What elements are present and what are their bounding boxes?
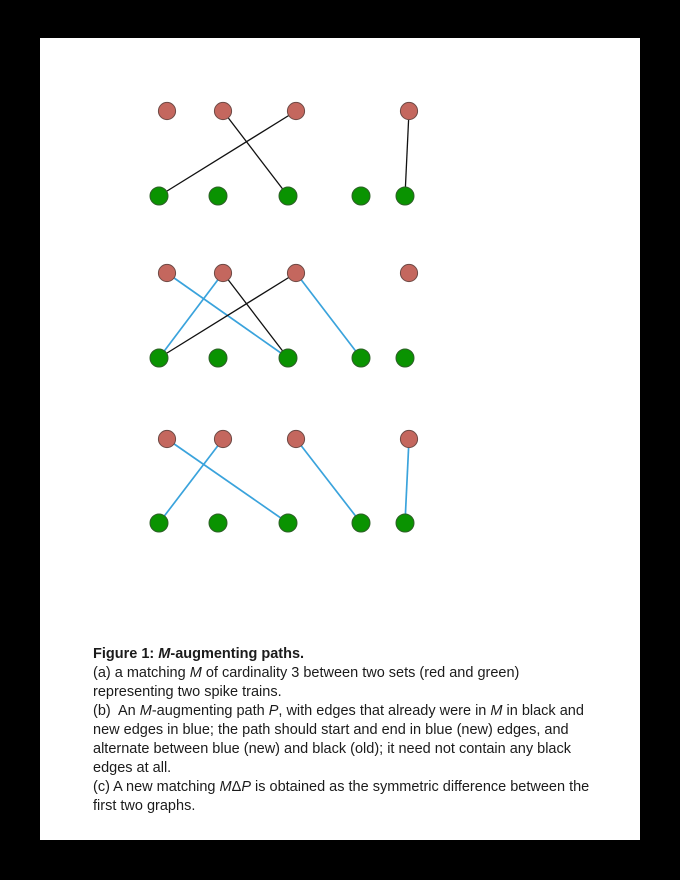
red-spike-node [287, 102, 304, 119]
caption-text: (b) An [93, 703, 140, 719]
caption-text: representing two spike trains. [93, 684, 282, 700]
red-spike-node [400, 430, 417, 447]
green-spike-node [279, 349, 297, 367]
math-variable: M [490, 703, 503, 719]
green-spike-node [396, 187, 414, 205]
caption-line [93, 721, 589, 740]
caption-line [93, 683, 589, 702]
caption-text: edges at all. [93, 760, 172, 776]
red-spike-node [158, 102, 175, 119]
green-spike-node [352, 187, 370, 205]
caption-text: in black and [502, 703, 584, 719]
caption-text: is obtained as the symmetric difference between the [250, 779, 590, 795]
graph-panel-b [150, 264, 418, 367]
caption-text: of cardinality 3 between two sets (red and green) [201, 665, 520, 681]
caption-line [93, 702, 589, 721]
matching-edge-blue [167, 439, 288, 523]
matching-edge-blue [159, 439, 223, 523]
matching-edge-black [223, 273, 288, 358]
matching-edge-blue [296, 439, 361, 523]
graph-panel-c [150, 430, 418, 532]
math-variable: M [139, 703, 152, 719]
caption-line [93, 740, 589, 759]
green-spike-node [396, 514, 414, 532]
caption-line [93, 664, 589, 683]
caption-text: (c) A new matching [93, 779, 220, 795]
red-spike-node [214, 264, 231, 281]
red-spike-node [400, 102, 417, 119]
math-variable: M [219, 779, 232, 795]
matching-edge-blue [159, 273, 223, 358]
red-spike-node [158, 430, 175, 447]
green-spike-node [352, 349, 370, 367]
red-spike-node [158, 264, 175, 281]
figure-caption [93, 645, 589, 816]
math-variable: M [158, 646, 171, 662]
matching-edge-black [159, 111, 296, 196]
green-spike-node [279, 514, 297, 532]
caption-text: first two graphs. [93, 798, 196, 814]
green-spike-node [150, 187, 168, 205]
matching-edge-blue [405, 439, 409, 523]
green-spike-node [209, 349, 227, 367]
caption-text: Δ [231, 779, 242, 795]
caption-text: -augmenting paths. [170, 646, 305, 662]
green-spike-node [150, 514, 168, 532]
red-spike-node [214, 430, 231, 447]
caption-text: (a) a matching [93, 665, 190, 681]
red-spike-node [400, 264, 417, 281]
caption-text: new edges in blue; the path should start and end in blue (new) edges, and [93, 722, 569, 738]
red-spike-node [287, 264, 304, 281]
green-spike-node [209, 514, 227, 532]
green-spike-node [150, 349, 168, 367]
math-variable: M [189, 665, 202, 681]
caption-line [93, 778, 589, 797]
matching-edge-blue [296, 273, 361, 358]
graph-panel-a [150, 102, 418, 205]
red-spike-node [214, 102, 231, 119]
matching-edge-black [159, 273, 296, 358]
red-spike-node [287, 430, 304, 447]
matching-edge-black [223, 111, 288, 196]
math-variable: P [241, 779, 251, 795]
matching-edge-black [405, 111, 409, 196]
caption-text: -augmenting path [151, 703, 269, 719]
caption-text: Figure 1: [93, 646, 159, 662]
green-spike-node [352, 514, 370, 532]
caption-text: , with edges that already were in [278, 703, 491, 719]
caption-text: alternate between blue (new) and black (old); it need not contain any black [93, 741, 571, 757]
green-spike-node [396, 349, 414, 367]
caption-line [93, 759, 589, 778]
caption-title [93, 645, 589, 664]
caption-line [93, 797, 589, 816]
green-spike-node [279, 187, 297, 205]
math-variable: P [268, 703, 279, 719]
green-spike-node [209, 187, 227, 205]
